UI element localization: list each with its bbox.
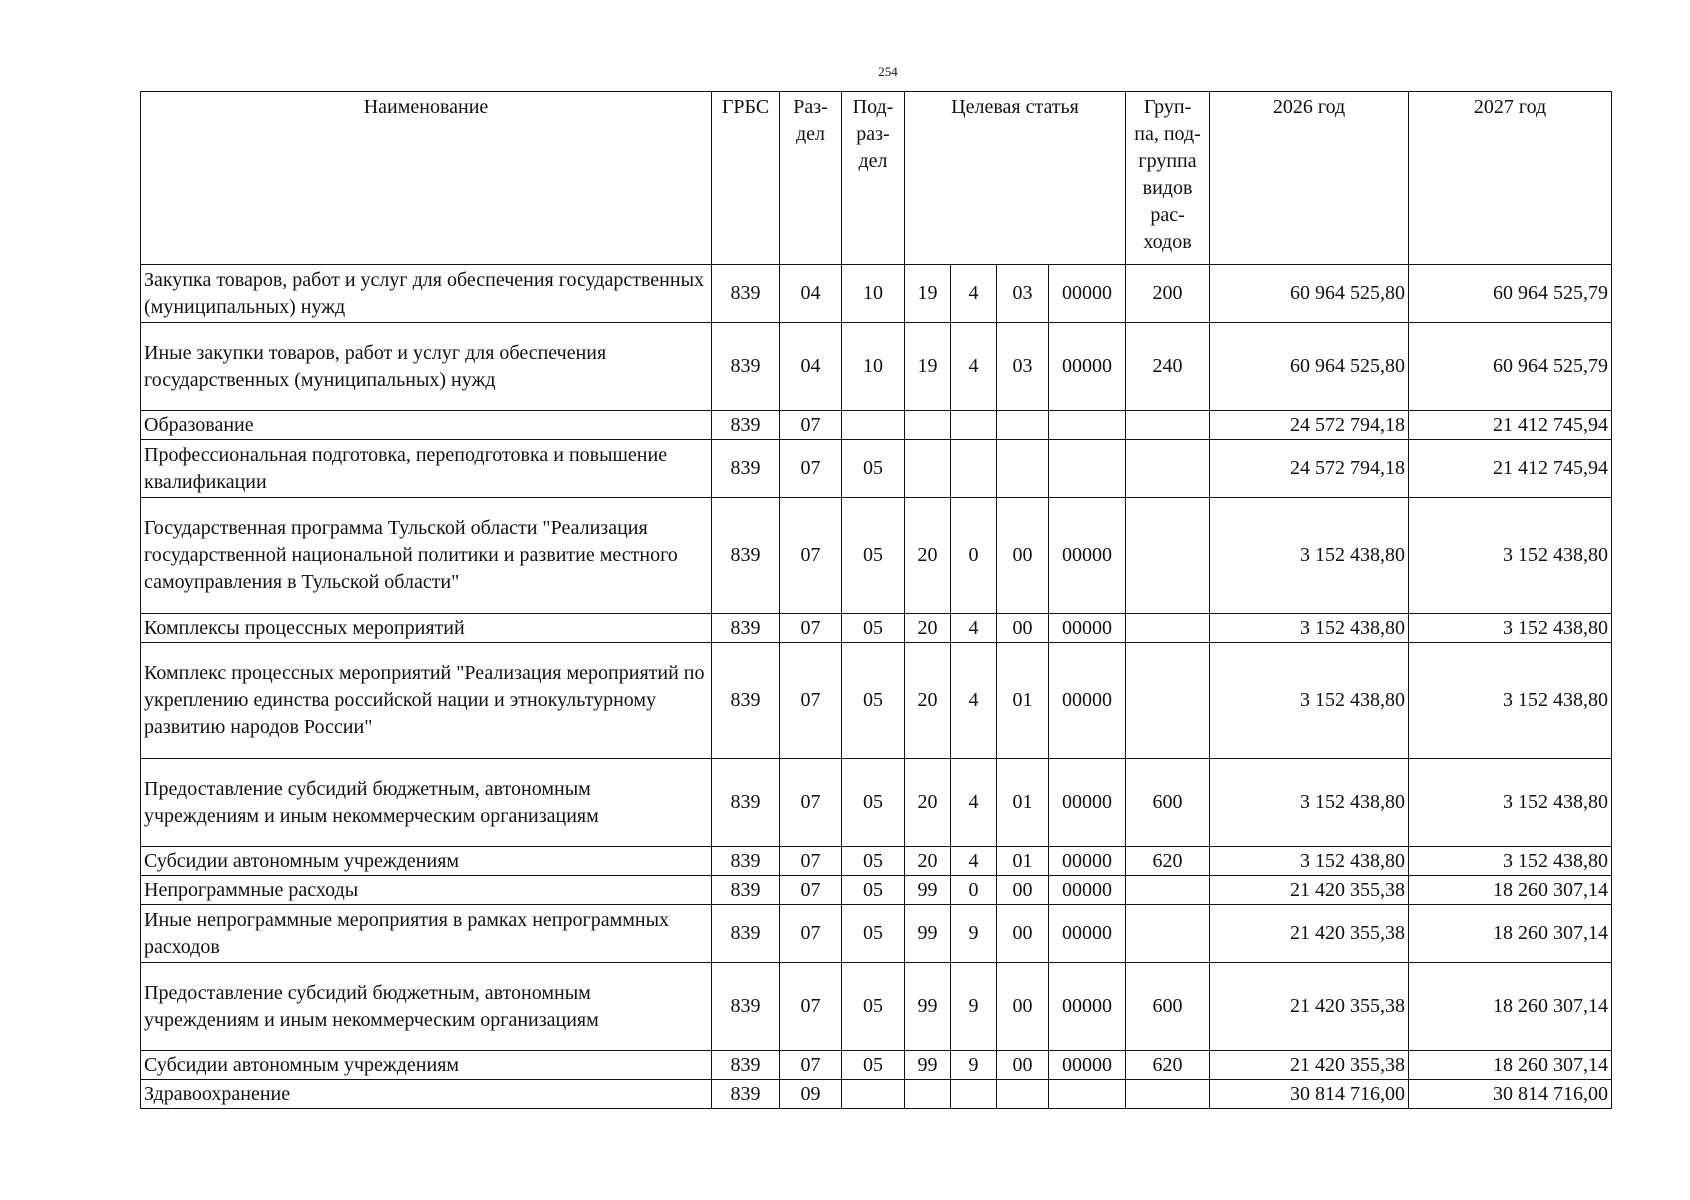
row-celevaya-2: 4 bbox=[951, 323, 997, 411]
row-celevaya-2 bbox=[951, 411, 997, 440]
row-podrazdel: 10 bbox=[842, 265, 905, 323]
row-grbs: 839 bbox=[712, 265, 780, 323]
row-grbs: 839 bbox=[712, 323, 780, 411]
row-name: Иные непрограммные мероприятия в рамках непрограммных расходов bbox=[141, 905, 712, 963]
header-2027: 2027 год bbox=[1409, 92, 1612, 265]
row-grbs: 839 bbox=[712, 614, 780, 643]
row-razdel: 07 bbox=[780, 963, 842, 1051]
row-celevaya-2: 9 bbox=[951, 905, 997, 963]
row-celevaya-3: 00 bbox=[997, 963, 1049, 1051]
row-celevaya-4: 00000 bbox=[1049, 847, 1126, 876]
row-celevaya-2: 0 bbox=[951, 498, 997, 614]
row-razdel: 04 bbox=[780, 323, 842, 411]
row-vid-rashodov bbox=[1126, 411, 1210, 440]
row-celevaya-4: 00000 bbox=[1049, 498, 1126, 614]
row-amount-2027: 18 260 307,14 bbox=[1409, 905, 1612, 963]
row-amount-2027: 18 260 307,14 bbox=[1409, 1051, 1612, 1080]
table-row bbox=[141, 265, 1612, 323]
row-podrazdel: 05 bbox=[842, 876, 905, 905]
row-celevaya-4: 00000 bbox=[1049, 1051, 1126, 1080]
row-celevaya-2: 4 bbox=[951, 847, 997, 876]
row-name: Субсидии автономным учреждениям bbox=[141, 847, 712, 876]
row-amount-2026: 60 964 525,80 bbox=[1210, 265, 1409, 323]
row-podrazdel: 05 bbox=[842, 1051, 905, 1080]
table-row bbox=[141, 411, 1612, 440]
row-celevaya-2: 9 bbox=[951, 1051, 997, 1080]
row-grbs: 839 bbox=[712, 1051, 780, 1080]
row-razdel: 07 bbox=[780, 498, 842, 614]
row-celevaya-2: 0 bbox=[951, 876, 997, 905]
row-celevaya-1: 99 bbox=[905, 963, 951, 1051]
row-celevaya-3: 03 bbox=[997, 323, 1049, 411]
row-celevaya-3 bbox=[997, 440, 1049, 498]
table-row bbox=[141, 1051, 1612, 1080]
header-grbs: ГРБС bbox=[712, 92, 780, 265]
table-row bbox=[141, 876, 1612, 905]
row-amount-2027: 3 152 438,80 bbox=[1409, 847, 1612, 876]
table-row bbox=[141, 963, 1612, 1051]
table-header-row bbox=[141, 92, 1612, 265]
row-name: Образование bbox=[141, 411, 712, 440]
row-celevaya-4 bbox=[1049, 1080, 1126, 1109]
header-gruppa-vidov-rashodov: Груп- па, под- группа видов рас- ходов bbox=[1126, 92, 1210, 265]
row-podrazdel: 05 bbox=[842, 905, 905, 963]
row-vid-rashodov bbox=[1126, 876, 1210, 905]
row-name: Профессиональная подготовка, переподготовка и повышение квалификации bbox=[141, 440, 712, 498]
table-row bbox=[141, 847, 1612, 876]
page-number: 254 bbox=[878, 64, 898, 79]
row-name: Предоставление субсидий бюджетным, автономным учреждениям и иным некоммерческим организациям bbox=[141, 963, 712, 1051]
row-celevaya-1: 20 bbox=[905, 847, 951, 876]
row-celevaya-3: 03 bbox=[997, 265, 1049, 323]
row-amount-2027: 3 152 438,80 bbox=[1409, 614, 1612, 643]
row-celevaya-3: 00 bbox=[997, 876, 1049, 905]
row-podrazdel bbox=[842, 411, 905, 440]
row-amount-2026: 60 964 525,80 bbox=[1210, 323, 1409, 411]
row-amount-2027: 30 814 716,00 bbox=[1409, 1080, 1612, 1109]
header-name: Наименование bbox=[141, 92, 712, 265]
table-row bbox=[141, 498, 1612, 614]
row-grbs: 839 bbox=[712, 847, 780, 876]
row-podrazdel: 05 bbox=[842, 759, 905, 847]
row-razdel: 07 bbox=[780, 1051, 842, 1080]
row-vid-rashodov bbox=[1126, 498, 1210, 614]
row-celevaya-2: 9 bbox=[951, 963, 997, 1051]
row-amount-2026: 3 152 438,80 bbox=[1210, 614, 1409, 643]
row-celevaya-4: 00000 bbox=[1049, 614, 1126, 643]
row-celevaya-1: 19 bbox=[905, 323, 951, 411]
row-celevaya-4 bbox=[1049, 411, 1126, 440]
row-amount-2026: 3 152 438,80 bbox=[1210, 498, 1409, 614]
row-amount-2027: 60 964 525,79 bbox=[1409, 265, 1612, 323]
row-grbs: 839 bbox=[712, 759, 780, 847]
header-podrazdel: Под- раз- дел bbox=[842, 92, 905, 265]
row-vid-rashodov: 240 bbox=[1126, 323, 1210, 411]
row-amount-2026: 21 420 355,38 bbox=[1210, 963, 1409, 1051]
row-razdel: 04 bbox=[780, 265, 842, 323]
row-podrazdel: 10 bbox=[842, 323, 905, 411]
row-celevaya-3: 01 bbox=[997, 643, 1049, 759]
row-grbs: 839 bbox=[712, 905, 780, 963]
row-vid-rashodov: 620 bbox=[1126, 847, 1210, 876]
row-razdel: 07 bbox=[780, 905, 842, 963]
row-celevaya-1: 20 bbox=[905, 498, 951, 614]
row-amount-2026: 30 814 716,00 bbox=[1210, 1080, 1409, 1109]
table-row bbox=[141, 440, 1612, 498]
row-amount-2027: 3 152 438,80 bbox=[1409, 643, 1612, 759]
row-celevaya-1 bbox=[905, 1080, 951, 1109]
row-celevaya-1: 99 bbox=[905, 905, 951, 963]
row-celevaya-2: 4 bbox=[951, 265, 997, 323]
row-vid-rashodov: 200 bbox=[1126, 265, 1210, 323]
row-podrazdel: 05 bbox=[842, 614, 905, 643]
row-podrazdel: 05 bbox=[842, 440, 905, 498]
row-celevaya-4: 00000 bbox=[1049, 963, 1126, 1051]
row-podrazdel: 05 bbox=[842, 847, 905, 876]
row-razdel: 07 bbox=[780, 643, 842, 759]
row-name: Комплексы процессных мероприятий bbox=[141, 614, 712, 643]
row-amount-2026: 21 420 355,38 bbox=[1210, 876, 1409, 905]
row-razdel: 09 bbox=[780, 1080, 842, 1109]
row-grbs: 839 bbox=[712, 498, 780, 614]
row-celevaya-3 bbox=[997, 1080, 1049, 1109]
row-celevaya-3: 01 bbox=[997, 847, 1049, 876]
row-celevaya-2 bbox=[951, 1080, 997, 1109]
row-celevaya-2: 4 bbox=[951, 643, 997, 759]
table-row bbox=[141, 1080, 1612, 1109]
row-razdel: 07 bbox=[780, 614, 842, 643]
row-amount-2026: 24 572 794,18 bbox=[1210, 440, 1409, 498]
row-celevaya-3: 00 bbox=[997, 905, 1049, 963]
row-celevaya-3: 00 bbox=[997, 1051, 1049, 1080]
row-grbs: 839 bbox=[712, 411, 780, 440]
row-vid-rashodov bbox=[1126, 643, 1210, 759]
row-vid-rashodov bbox=[1126, 1080, 1210, 1109]
row-amount-2026: 3 152 438,80 bbox=[1210, 847, 1409, 876]
row-celevaya-4: 00000 bbox=[1049, 759, 1126, 847]
row-name: Закупка товаров, работ и услуг для обеспечения государственных (муниципальных) нужд bbox=[141, 265, 712, 323]
row-celevaya-4: 00000 bbox=[1049, 643, 1126, 759]
row-podrazdel bbox=[842, 1080, 905, 1109]
row-amount-2026: 3 152 438,80 bbox=[1210, 759, 1409, 847]
row-amount-2026: 21 420 355,38 bbox=[1210, 905, 1409, 963]
row-grbs: 839 bbox=[712, 876, 780, 905]
row-vid-rashodov: 620 bbox=[1126, 1051, 1210, 1080]
table-row bbox=[141, 759, 1612, 847]
row-celevaya-1: 20 bbox=[905, 759, 951, 847]
row-amount-2027: 60 964 525,79 bbox=[1409, 323, 1612, 411]
row-name: Непрограммные расходы bbox=[141, 876, 712, 905]
row-amount-2027: 3 152 438,80 bbox=[1409, 759, 1612, 847]
row-podrazdel: 05 bbox=[842, 643, 905, 759]
table-row bbox=[141, 905, 1612, 963]
row-amount-2027: 18 260 307,14 bbox=[1409, 876, 1612, 905]
row-celevaya-2: 4 bbox=[951, 759, 997, 847]
row-vid-rashodov bbox=[1126, 440, 1210, 498]
row-vid-rashodov: 600 bbox=[1126, 759, 1210, 847]
row-grbs: 839 bbox=[712, 963, 780, 1051]
row-celevaya-1 bbox=[905, 411, 951, 440]
row-celevaya-4: 00000 bbox=[1049, 905, 1126, 963]
row-amount-2027: 18 260 307,14 bbox=[1409, 963, 1612, 1051]
row-name: Комплекс процессных мероприятий "Реализация мероприятий по укреплению единства российской нации и этнокультурному развитию народов России" bbox=[141, 643, 712, 759]
row-celevaya-3 bbox=[997, 411, 1049, 440]
row-razdel: 07 bbox=[780, 847, 842, 876]
row-celevaya-1 bbox=[905, 440, 951, 498]
row-celevaya-4 bbox=[1049, 440, 1126, 498]
row-celevaya-3: 00 bbox=[997, 614, 1049, 643]
row-celevaya-2: 4 bbox=[951, 614, 997, 643]
budget-table bbox=[140, 91, 1612, 1109]
header-2026: 2026 год bbox=[1210, 92, 1409, 265]
row-amount-2026: 3 152 438,80 bbox=[1210, 643, 1409, 759]
table-row bbox=[141, 643, 1612, 759]
row-celevaya-1: 20 bbox=[905, 614, 951, 643]
row-celevaya-2 bbox=[951, 440, 997, 498]
row-celevaya-1: 99 bbox=[905, 876, 951, 905]
row-amount-2026: 24 572 794,18 bbox=[1210, 411, 1409, 440]
row-podrazdel: 05 bbox=[842, 498, 905, 614]
row-razdel: 07 bbox=[780, 411, 842, 440]
row-podrazdel: 05 bbox=[842, 963, 905, 1051]
row-name: Иные закупки товаров, работ и услуг для обеспечения государственных (муниципальных) нужд bbox=[141, 323, 712, 411]
table-row bbox=[141, 323, 1612, 411]
table-row bbox=[141, 614, 1612, 643]
row-grbs: 839 bbox=[712, 643, 780, 759]
row-amount-2027: 3 152 438,80 bbox=[1409, 498, 1612, 614]
row-razdel: 07 bbox=[780, 759, 842, 847]
row-celevaya-4: 00000 bbox=[1049, 876, 1126, 905]
row-vid-rashodov: 600 bbox=[1126, 963, 1210, 1051]
row-grbs: 839 bbox=[712, 440, 780, 498]
row-grbs: 839 bbox=[712, 1080, 780, 1109]
row-razdel: 07 bbox=[780, 440, 842, 498]
row-celevaya-4: 00000 bbox=[1049, 265, 1126, 323]
row-name: Здравоохранение bbox=[141, 1080, 712, 1109]
header-razdel: Раз- дел bbox=[780, 92, 842, 265]
row-amount-2027: 21 412 745,94 bbox=[1409, 440, 1612, 498]
row-amount-2026: 21 420 355,38 bbox=[1210, 1051, 1409, 1080]
row-name: Предоставление субсидий бюджетным, автономным учреждениям и иным некоммерческим организациям bbox=[141, 759, 712, 847]
row-razdel: 07 bbox=[780, 876, 842, 905]
row-vid-rashodov bbox=[1126, 905, 1210, 963]
row-celevaya-4: 00000 bbox=[1049, 323, 1126, 411]
row-celevaya-3: 01 bbox=[997, 759, 1049, 847]
row-celevaya-1: 99 bbox=[905, 1051, 951, 1080]
row-celevaya-1: 19 bbox=[905, 265, 951, 323]
row-celevaya-3: 00 bbox=[997, 498, 1049, 614]
row-amount-2027: 21 412 745,94 bbox=[1409, 411, 1612, 440]
row-celevaya-1: 20 bbox=[905, 643, 951, 759]
row-vid-rashodov bbox=[1126, 614, 1210, 643]
row-name: Государственная программа Тульской области "Реализация государственной национальной политики и развитие местного самоуправления в Тульской области" bbox=[141, 498, 712, 614]
table-body bbox=[141, 265, 1612, 1109]
header-celevaya-statya: Целевая статья bbox=[905, 92, 1126, 265]
row-name: Субсидии автономным учреждениям bbox=[141, 1051, 712, 1080]
